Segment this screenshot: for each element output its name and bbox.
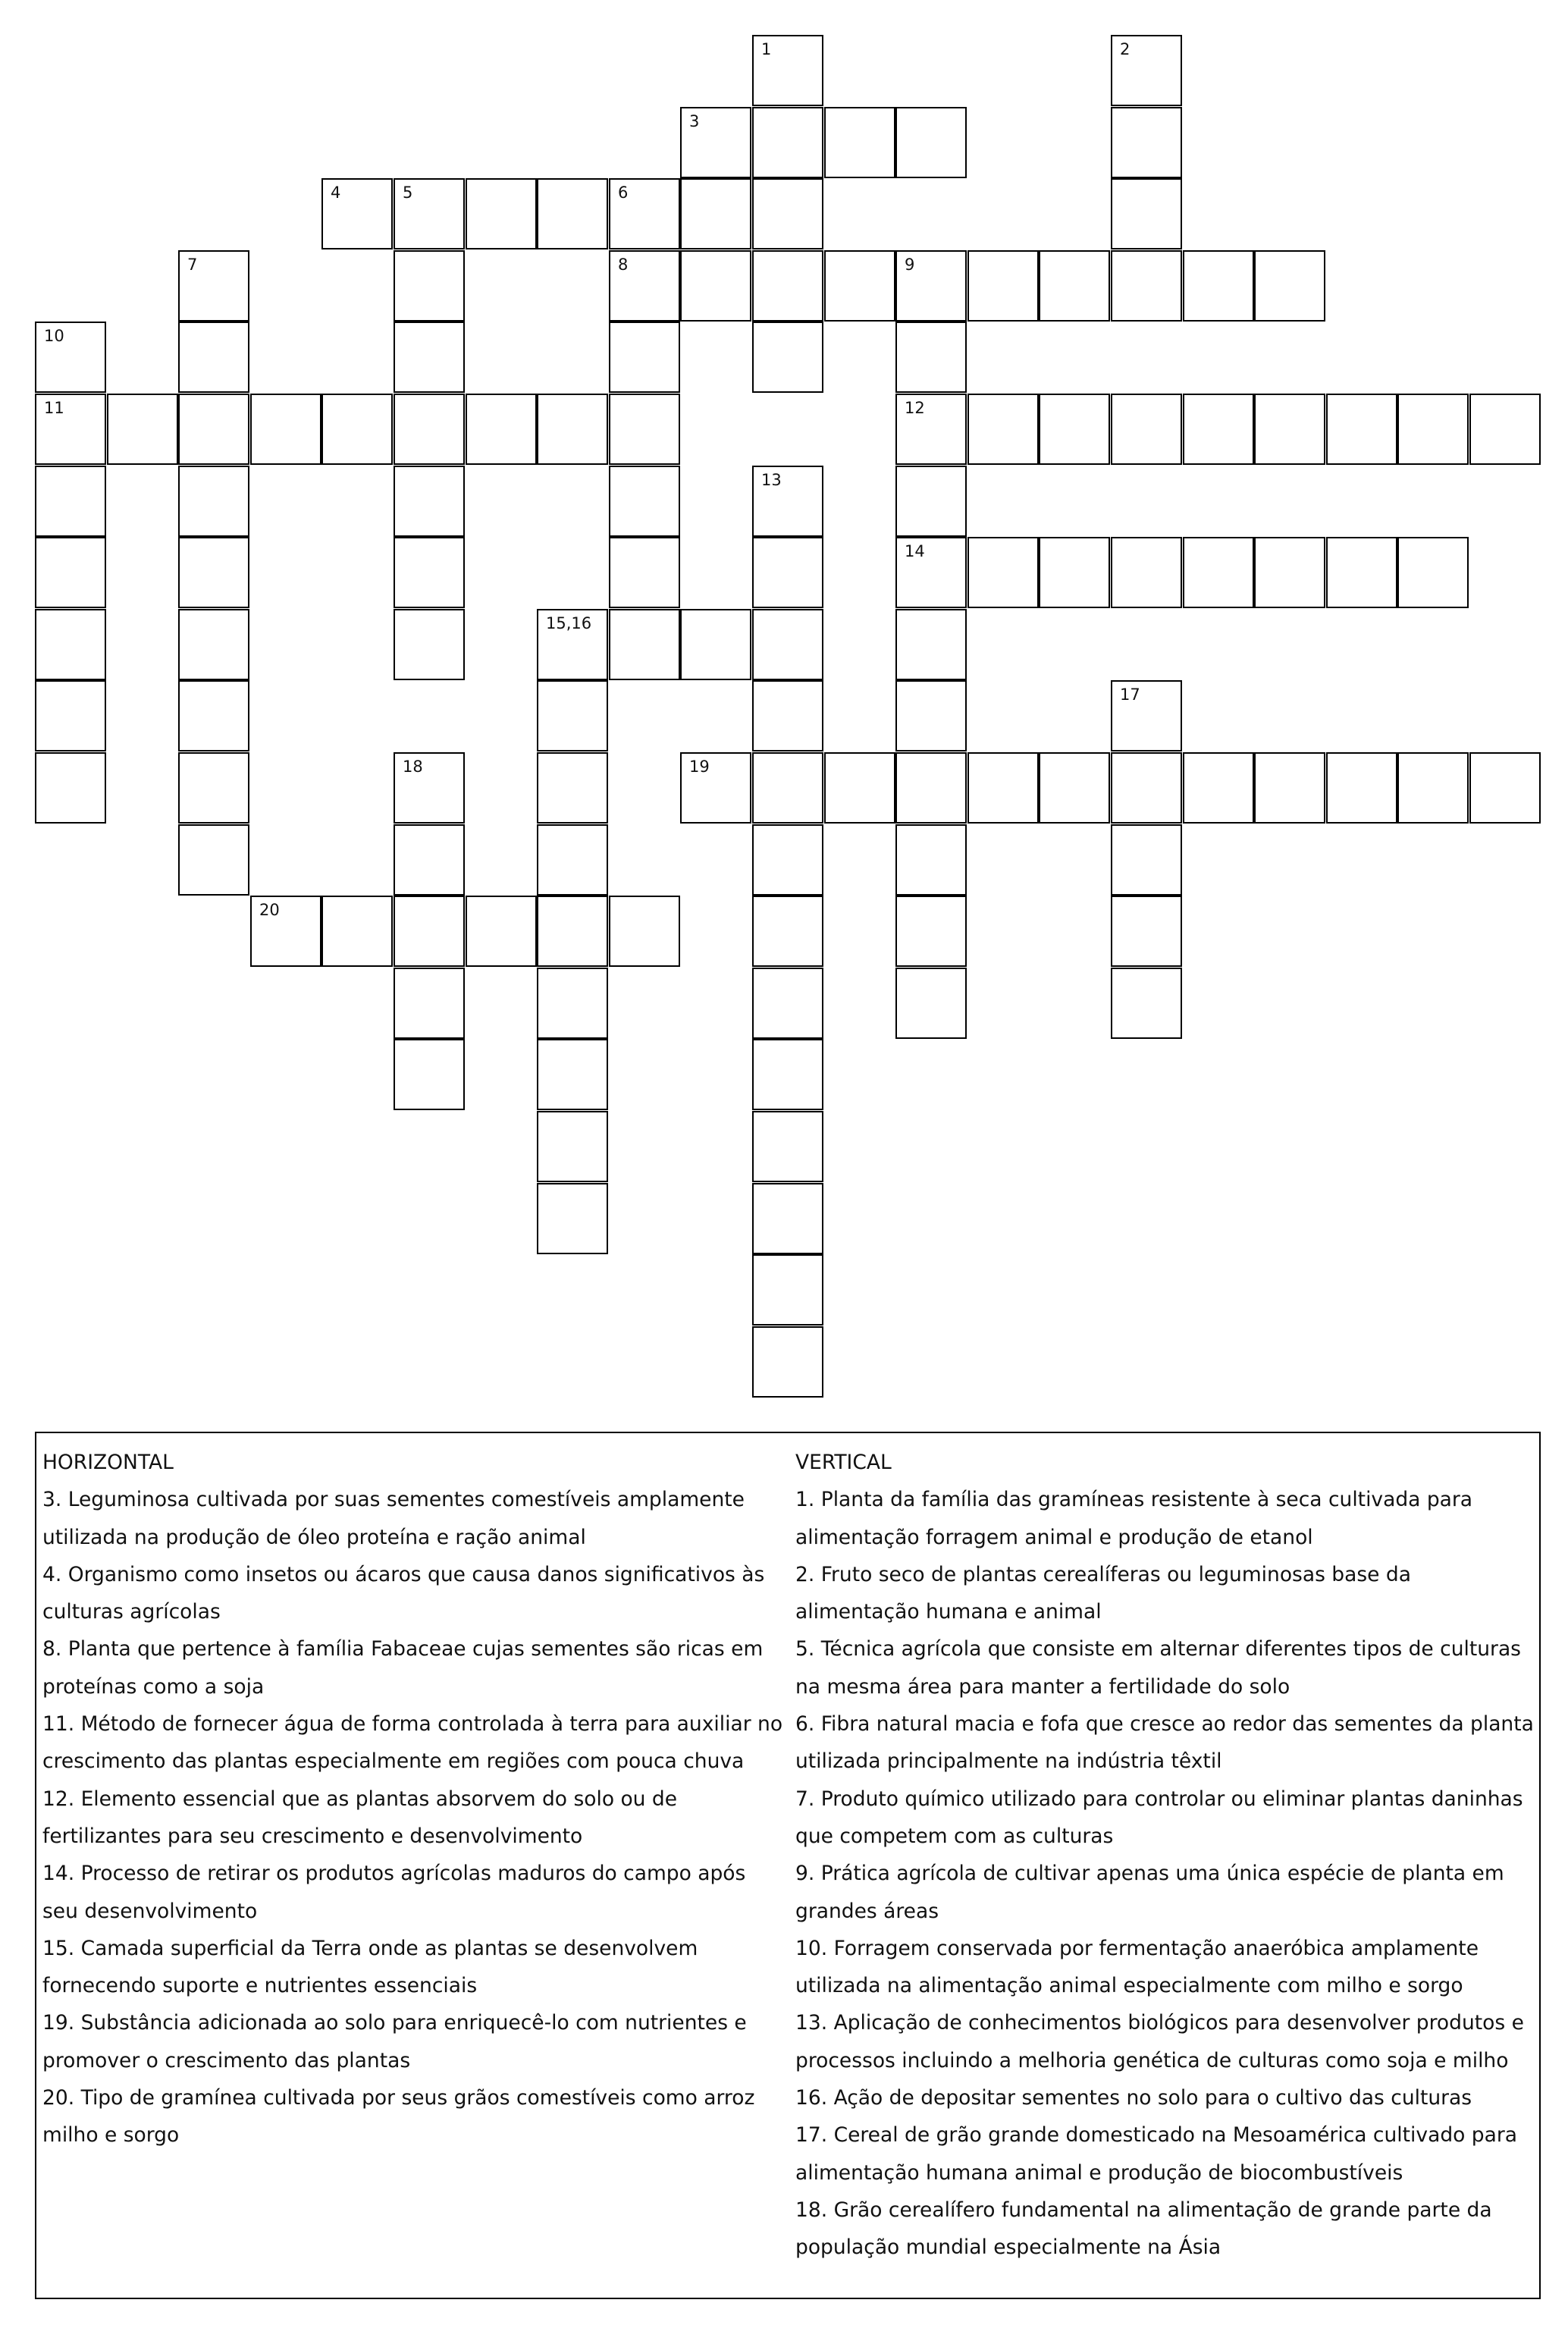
grid-cell[interactable] — [895, 680, 967, 751]
grid-cell[interactable] — [752, 322, 823, 393]
grid-cell[interactable] — [967, 537, 1039, 608]
grid-cell[interactable] — [609, 394, 680, 465]
clue-horizontal-12: 12. Elemento essencial que as plantas absorvem do solo ou de fertilizantes para seu crescimento e desenvolvimento — [42, 1787, 678, 1848]
clue-number: 19 — [689, 758, 710, 776]
grid-cell[interactable] — [1326, 752, 1397, 824]
grid-cell[interactable] — [1039, 537, 1110, 608]
grid-cell[interactable] — [824, 250, 895, 322]
grid-cell[interactable] — [1111, 394, 1182, 465]
grid-cell[interactable] — [1111, 752, 1182, 824]
grid-cell[interactable] — [752, 680, 823, 751]
grid-cell[interactable] — [178, 609, 249, 680]
grid-cell[interactable] — [895, 752, 967, 824]
grid-cell[interactable] — [394, 394, 465, 465]
grid-cell[interactable] — [680, 609, 751, 680]
grid-cell[interactable] — [895, 250, 967, 322]
grid-cell[interactable] — [1254, 752, 1325, 824]
grid-cell[interactable] — [824, 107, 895, 178]
grid-cell[interactable] — [752, 1111, 823, 1182]
grid-cell[interactable] — [321, 896, 393, 967]
clue-number: 18 — [403, 758, 423, 776]
grid-cell[interactable] — [537, 1039, 608, 1110]
grid-cell[interactable] — [394, 752, 465, 824]
grid-cell[interactable] — [1397, 537, 1469, 608]
grid-cell[interactable] — [394, 322, 465, 393]
grid-cell[interactable] — [1111, 537, 1182, 608]
grid-cell[interactable] — [1469, 394, 1541, 465]
grid-cell[interactable] — [1111, 35, 1182, 106]
grid-cell[interactable] — [35, 466, 106, 537]
grid-cell[interactable] — [394, 178, 465, 249]
clue-vertical-18: 18. Grão cerealífero fundamental na alimentação de grande parte da população mundial especialmente na Ásia — [795, 2198, 1492, 2260]
clue-horizontal-4: 4. Organismo como insetos ou ácaros que causa danos significativos às culturas agrícolas — [42, 1562, 765, 1624]
grid-cell[interactable] — [752, 1183, 823, 1254]
grid-cell[interactable] — [35, 752, 106, 824]
horizontal-heading: HORIZONTAL — [42, 1451, 174, 1474]
clue-number: 8 — [618, 256, 629, 274]
clue-number: 10 — [44, 327, 64, 345]
grid-cell[interactable] — [1183, 537, 1254, 608]
grid-cell[interactable] — [1039, 752, 1110, 824]
grid-cell[interactable] — [1183, 394, 1254, 465]
grid-cell[interactable] — [1183, 250, 1254, 322]
clue-number: 7 — [187, 256, 198, 274]
grid-cell[interactable] — [178, 322, 249, 393]
clue-vertical-9: 9. Prática agrícola de cultivar apenas uma única espécie de planta em grandes áreas — [795, 1862, 1504, 1923]
clue-number: 5 — [403, 184, 413, 202]
grid-cell[interactable] — [537, 1111, 608, 1182]
clue-number: 20 — [259, 901, 280, 919]
grid-cell[interactable] — [1397, 752, 1469, 824]
grid-cell[interactable] — [609, 896, 680, 967]
grid-cell[interactable] — [1111, 680, 1182, 751]
clue-number: 17 — [1120, 686, 1140, 704]
grid-cell[interactable] — [1111, 896, 1182, 967]
grid-cell[interactable] — [178, 824, 249, 896]
grid-cell[interactable] — [537, 752, 608, 824]
clue-number: 6 — [618, 184, 629, 202]
clue-horizontal-20: 20. Tipo de gramínea cultivada por seus grãos comestíveis como arroz milho e sorgo — [42, 2086, 755, 2148]
grid-cell[interactable] — [1111, 178, 1182, 249]
clue-horizontal-14: 14. Processo de retirar os produtos agrícolas maduros do campo após seu desenvolvimento — [42, 1862, 746, 1923]
clue-number: 14 — [905, 542, 925, 560]
clue-number: 1 — [761, 40, 772, 58]
clue-number: 11 — [44, 399, 64, 417]
grid-cell[interactable] — [680, 752, 751, 824]
clue-number: 13 — [761, 471, 782, 489]
grid-cell[interactable] — [752, 178, 823, 249]
clue-number: 2 — [1120, 40, 1131, 58]
grid-cell[interactable] — [1111, 250, 1182, 322]
grid-cell[interactable] — [537, 896, 608, 967]
clue-vertical-5: 5. Técnica agrícola que consiste em alternar diferentes tipos de culturas na mesma área para manter a fertilidade do solo — [795, 1637, 1521, 1699]
grid-cell[interactable] — [35, 609, 106, 680]
grid-cell[interactable] — [537, 680, 608, 751]
grid-cell[interactable] — [107, 394, 178, 465]
clue-horizontal-8: 8. Planta que pertence à família Fabaceae cujas sementes são ricas em proteínas como a soja — [42, 1637, 764, 1699]
grid-cell[interactable] — [394, 609, 465, 680]
grid-cell[interactable] — [466, 394, 537, 465]
grid-cell[interactable] — [680, 178, 751, 249]
clue-number: 12 — [905, 399, 925, 417]
grid-cell[interactable] — [1111, 968, 1182, 1039]
grid-cell[interactable] — [537, 1183, 608, 1254]
grid-cell[interactable] — [35, 322, 106, 393]
grid-cell[interactable] — [1397, 394, 1469, 465]
grid-cell[interactable] — [752, 107, 823, 178]
grid-cell[interactable] — [1326, 394, 1397, 465]
clue-vertical-10: 10. Forragem conservada por fermentação anaeróbica amplamente utilizada na alimentação animal especialmente com milho e sorgo — [795, 1936, 1479, 1998]
grid-cell[interactable] — [178, 394, 249, 465]
grid-cell[interactable] — [895, 107, 967, 178]
grid-cell[interactable] — [394, 824, 465, 896]
grid-cell[interactable] — [178, 680, 249, 751]
grid-cell[interactable] — [752, 1326, 823, 1398]
grid-cell[interactable] — [752, 968, 823, 1039]
grid-cell[interactable] — [752, 896, 823, 967]
grid-cell[interactable] — [394, 968, 465, 1039]
grid-cell[interactable] — [752, 1254, 823, 1326]
grid-cell[interactable] — [537, 609, 608, 680]
grid-cell[interactable] — [609, 250, 680, 322]
grid-cell[interactable] — [35, 394, 106, 465]
clue-number: 3 — [689, 112, 700, 130]
grid-cell[interactable] — [250, 394, 321, 465]
grid-cell[interactable] — [537, 824, 608, 896]
grid-cell[interactable] — [250, 896, 321, 967]
clue-number: 4 — [331, 184, 341, 202]
grid-cell[interactable] — [609, 537, 680, 608]
grid-cell[interactable] — [967, 250, 1039, 322]
grid-cell[interactable] — [537, 394, 608, 465]
horizontal-clues — [42, 1444, 786, 2154]
grid-cell[interactable] — [321, 178, 393, 249]
grid-cell[interactable] — [1111, 107, 1182, 178]
grid-cell[interactable] — [1469, 752, 1541, 824]
clue-number: 15,16 — [546, 614, 592, 632]
grid-cell[interactable] — [752, 35, 823, 106]
grid-cell[interactable] — [752, 752, 823, 824]
grid-cell[interactable] — [895, 466, 967, 537]
clue-horizontal-3: 3. Leguminosa cultivada por suas sementes comestíveis amplamente utilizada na produção de óleo proteína e ração animal — [42, 1488, 745, 1549]
grid-cell[interactable] — [394, 1039, 465, 1110]
grid-cell[interactable] — [967, 752, 1039, 824]
grid-cell[interactable] — [537, 178, 608, 249]
grid-cell[interactable] — [752, 466, 823, 537]
grid-cell[interactable] — [680, 250, 751, 322]
clue-horizontal-15: 15. Camada superficial da Terra onde as plantas se desenvolvem fornecendo suporte e nutrientes essenciais — [42, 1936, 698, 1998]
grid-cell[interactable] — [178, 466, 249, 537]
grid-cell[interactable] — [609, 178, 680, 249]
grid-cell[interactable] — [1326, 537, 1397, 608]
vertical-clues — [795, 1444, 1538, 2267]
grid-cell[interactable] — [35, 537, 106, 608]
clue-horizontal-11: 11. Método de fornecer água de forma controlada à terra para auxiliar no crescimento das plantas especialmente em regiões com pouca chuva — [42, 1712, 783, 1774]
grid-cell[interactable] — [1111, 824, 1182, 896]
grid-cell[interactable] — [1039, 250, 1110, 322]
grid-cell[interactable] — [394, 537, 465, 608]
grid-cell[interactable] — [178, 537, 249, 608]
vertical-heading: VERTICAL — [795, 1451, 892, 1474]
grid-cell[interactable] — [466, 896, 537, 967]
clue-vertical-17: 17. Cereal de grão grande domesticado na Mesoamérica cultivado para alimentação humana animal e produção de biocombustíveis — [795, 2123, 1517, 2185]
grid-cell[interactable] — [895, 824, 967, 896]
grid-cell[interactable] — [1039, 394, 1110, 465]
clue-vertical-6: 6. Fibra natural macia e fofa que cresce ao redor das sementes da planta utilizada principalmente na indústria têxtil — [795, 1712, 1534, 1774]
grid-cell[interactable] — [895, 896, 967, 967]
grid-cell[interactable] — [824, 752, 895, 824]
grid-cell[interactable] — [1183, 752, 1254, 824]
grid-cell[interactable] — [609, 322, 680, 393]
clue-vertical-2: 2. Fruto seco de plantas cerealíferas ou leguminosas base da alimentação humana e animal — [795, 1562, 1411, 1624]
grid-cell[interactable] — [394, 466, 465, 537]
grid-cell[interactable] — [752, 250, 823, 322]
grid-cell[interactable] — [752, 1039, 823, 1110]
grid-cell[interactable] — [895, 537, 967, 608]
grid-cell[interactable] — [35, 680, 106, 751]
clue-vertical-1: 1. Planta da família das gramíneas resistente à seca cultivada para alimentação forragem animal e produção de etanol — [795, 1488, 1473, 1549]
grid-cell[interactable] — [1254, 394, 1325, 465]
grid-cell[interactable] — [1254, 250, 1325, 322]
grid-cell[interactable] — [895, 968, 967, 1039]
grid-cell[interactable] — [752, 824, 823, 896]
grid-cell[interactable] — [537, 968, 608, 1039]
grid-cell[interactable] — [178, 752, 249, 824]
grid-cell[interactable] — [466, 178, 537, 249]
grid-cell[interactable] — [967, 394, 1039, 465]
grid-cell[interactable] — [609, 466, 680, 537]
grid-cell[interactable] — [321, 394, 393, 465]
clues-panel — [35, 1432, 1541, 2299]
grid-cell[interactable] — [394, 250, 465, 322]
clue-vertical-7: 7. Produto químico utilizado para controlar ou eliminar plantas daninhas que competem com as culturas — [795, 1787, 1523, 1848]
grid-cell[interactable] — [895, 394, 967, 465]
grid-cell[interactable] — [752, 609, 823, 680]
grid-cell[interactable] — [752, 537, 823, 608]
clue-number: 9 — [905, 256, 915, 274]
clue-vertical-13: 13. Aplicação de conhecimentos biológicos para desenvolver produtos e processos incluindo a melhoria genética de culturas como soja e milho — [795, 2011, 1524, 2072]
grid-cell[interactable] — [178, 250, 249, 322]
grid-cell[interactable] — [895, 322, 967, 393]
clue-vertical-16: 16. Ação de depositar sementes no solo para o cultivo das culturas — [795, 2086, 1472, 2110]
grid-cell[interactable] — [895, 609, 967, 680]
grid-cell[interactable] — [609, 609, 680, 680]
grid-cell[interactable] — [1254, 537, 1325, 608]
grid-cell[interactable] — [394, 896, 465, 967]
grid-cell[interactable] — [680, 107, 751, 178]
clue-horizontal-19: 19. Substância adicionada ao solo para enriquecê-lo com nutrientes e promover o crescimento das plantas — [42, 2011, 747, 2072]
